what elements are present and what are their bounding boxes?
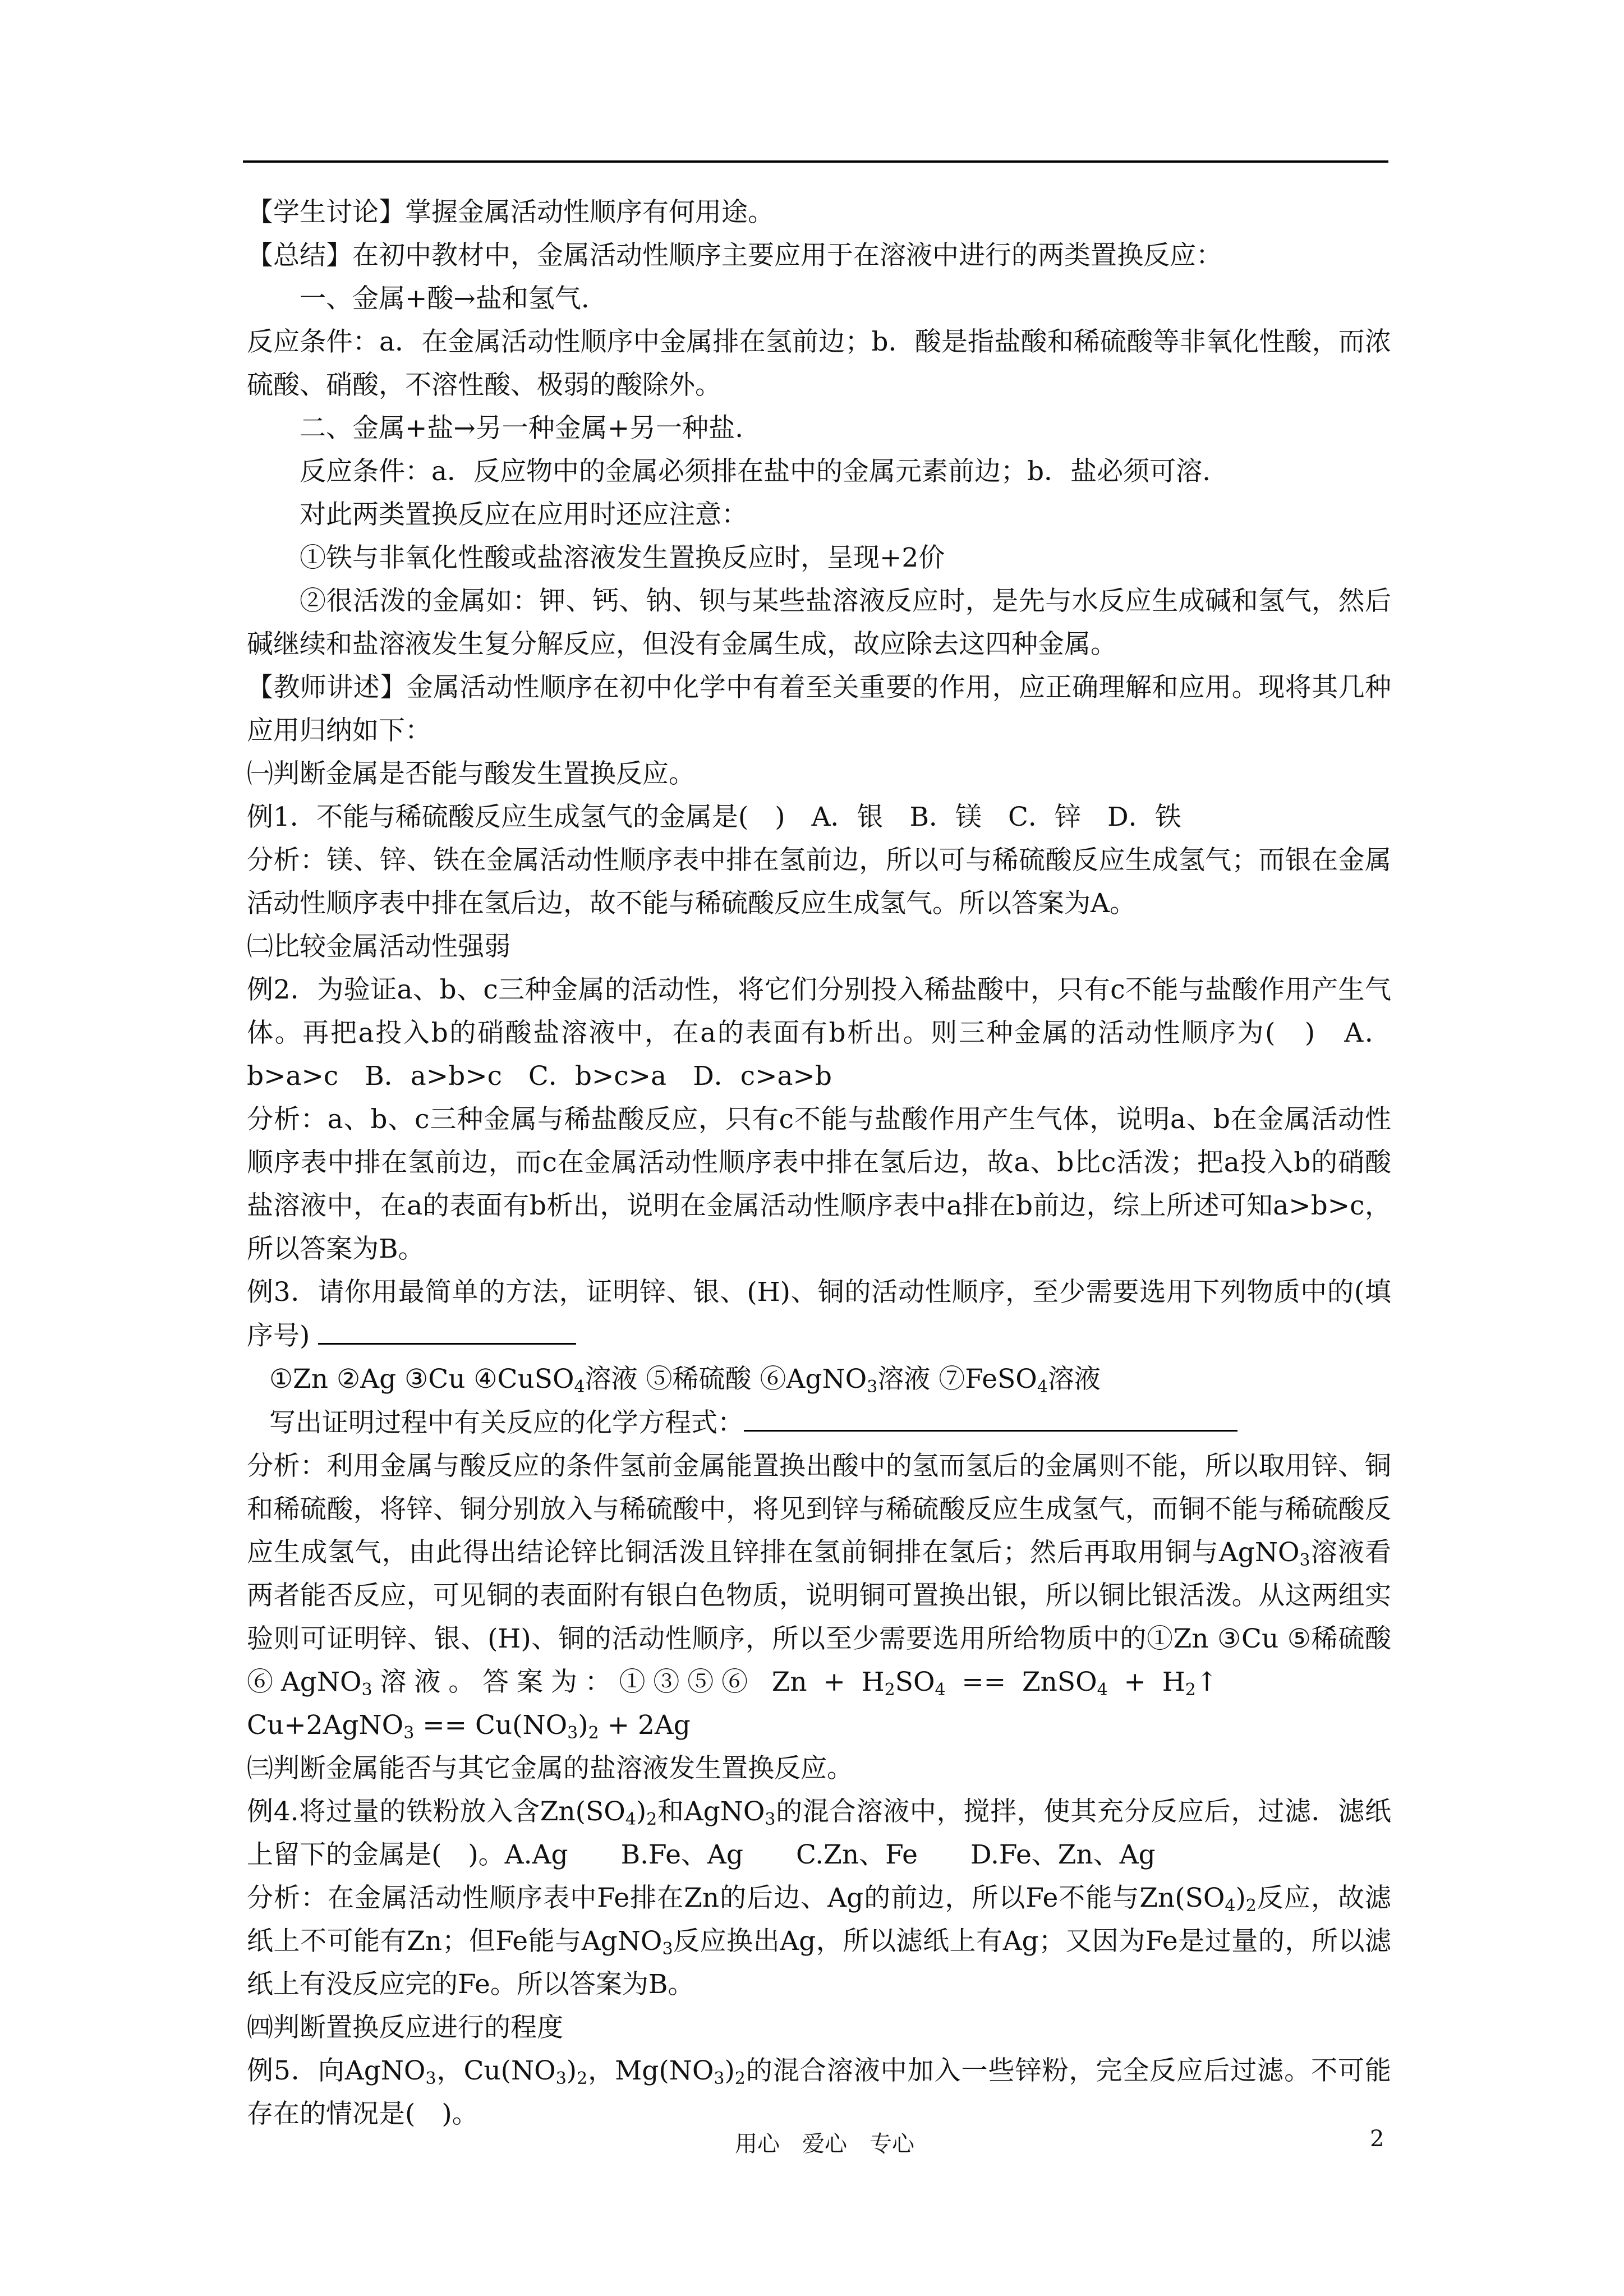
paragraph: 对此两类置换反应在应用时还应注意： (300, 499, 748, 530)
paragraph: 【教师讲述】金属活动性顺序在初中化学中有着至关重要的作用，应正确理解和应用。现将其几种应用归纳如下： (247, 672, 1391, 746)
example-question (247, 2049, 1391, 2136)
option-text: 溶液 (1047, 1364, 1101, 1395)
paragraph: 反应条件：a．在金属活动性顺序中金属排在氢前边；b．酸是指盐酸和稀硫酸等非氧化性酸，而浓硫酸、硝酸，不溶性酸、极弱的酸除外。 (247, 326, 1391, 401)
subscript: 2 (588, 1723, 599, 1743)
footer-motto: 用心 爱心 专心 (735, 2131, 914, 2157)
analysis-text: 分析：利用金属与酸反应的条件氢前金属能置换出酸中的氢而氢后的金属则不能，所以取用锌、铜和稀硫酸，将锌、铜分别放入与稀硫酸中，将见到锌与稀硫酸反应生成氢气，而铜不能与稀硫酸反应生成氢气，由此得出结论锌比铜活泼且锌排在氢前铜排在氢后；然后再取用铜与AgNO (247, 1451, 1391, 1568)
page-number: 2 (1370, 2126, 1384, 2152)
equation-text: Cu+2AgNO (247, 1710, 404, 1741)
subscript: 4 (935, 1680, 946, 1700)
analysis-text: 溶液。答案为：①③⑤⑥ Zn + H (372, 1667, 885, 1697)
analysis (247, 1444, 1391, 1747)
option-text: 溶液 ⑦FeSO (877, 1364, 1037, 1395)
subscript: 3 (1299, 1550, 1310, 1570)
analysis-text: 反应，故滤纸上不可能有Zn；但Fe能与AgNO (247, 1883, 1392, 1957)
question-text: 例5．向AgNO (247, 2055, 426, 2086)
subscript: 2 (734, 2069, 746, 2088)
subscript: 2 (1245, 1896, 1257, 1916)
subscript: 4 (1225, 1896, 1236, 1916)
answer-blank (318, 1314, 576, 1345)
analysis: 分析：镁、锌、铁在金属活动性顺序表中排在氢前边，所以可与稀硫酸反应生成氢气；而银在金属活动性顺序表中排在氢后边，故不能与稀硫酸反应生成氢气。所以答案为A。 (247, 845, 1391, 919)
subscript: 3 (361, 1680, 372, 1700)
analysis-text: == ZnSO (945, 1667, 1097, 1697)
subscript: 2 (1185, 1680, 1196, 1700)
analysis-text: 分析：在金属活动性顺序表中Fe排在Zn的后边、Ag的前边，所以Fe不能与Zn(SO (247, 1883, 1225, 1913)
subscript: 3 (867, 1377, 878, 1397)
subscript: 3 (403, 1723, 415, 1743)
subscript: 3 (567, 1723, 578, 1743)
document-body (247, 191, 1391, 2136)
question-text: 的混合溶液中，搅拌，使其充分反应后，过滤．滤纸上留下的金属是( )。A.Ag B.Fe、Ag C.Zn、Fe D.Fe、Zn、Ag (247, 1796, 1391, 1870)
example-question (247, 1790, 1391, 1876)
analysis-text: ↑ (1195, 1667, 1218, 1697)
example-question: 例1．不能与稀硫酸反应生成氢气的金属是( ) A．银 B．镁 C．锌 D．铁 (247, 802, 1181, 832)
answer-blank (744, 1401, 1237, 1432)
analysis-text: ) (1235, 1883, 1246, 1913)
question-text: ) (566, 2055, 577, 2086)
subscript: 3 (555, 2069, 567, 2088)
section-heading: ㈣判断置换反应进行的程度 (247, 2012, 563, 2043)
analysis-text: SO (895, 1667, 935, 1697)
options-line (247, 1358, 1391, 1401)
option-text: ①Zn ②Ag ③Cu ④CuSO (269, 1364, 574, 1395)
prompt-text: 写出证明过程中有关反应的化学方程式： (269, 1407, 744, 1438)
subscript: 3 (425, 2069, 436, 2088)
header-rule (243, 160, 1388, 163)
equation-text: ) (578, 1710, 588, 1741)
question-text: 的混合溶液中加入一些锌粉，完全反应后过滤。不可能存在的情况是( )。 (247, 2055, 1391, 2129)
analysis: 分析：a、b、c三种金属与稀盐酸反应，只有c不能与盐酸作用产生气体，说明a、b在金属活动性顺序表中排在氢前边，而c在金属活动性顺序表中排在氢后边，故a、b比c活泼；把a投入b的硝酸盐溶液中，在a的表面有b析出，说明在金属活动性顺序表中a排在b前边，综上所述可知a>b>c，所以答案为B。 (247, 1104, 1391, 1264)
subscript: 2 (884, 1680, 895, 1700)
analysis-text: + H (1107, 1667, 1185, 1697)
question-text: 例3．请你用最简单的方法，证明锌、银、(H)、铜的活动性顺序，至少需要选用下列物质中的(填序号) (247, 1277, 1391, 1351)
question-text: ) (636, 1796, 647, 1827)
question-text: ，Cu(NO (436, 2055, 556, 2086)
section-heading: ㈡比较金属活动性强弱 (247, 931, 510, 962)
question-text: 例4.将过量的铁粉放入含Zn(SO (247, 1796, 625, 1827)
paragraph: ②很活泼的金属如：钾、钙、钠、钡与某些盐溶液反应时，是先与水反应生成碱和氢气，然后碱继续和盐溶液发生复分解反应，但没有金属生成，故应除去这四种金属。 (247, 586, 1391, 660)
subscript: 4 (574, 1377, 585, 1397)
paragraph: ①铁与非氧化性酸或盐溶液发生置换反应时，呈现+2价 (300, 542, 945, 573)
question-text: ，Mg(NO (587, 2055, 714, 2086)
subscript: 2 (646, 1810, 657, 1829)
paragraph: 反应条件：a．反应物中的金属必须排在盐中的金属元素前边；b．盐必须可溶. (300, 456, 1211, 487)
subscript: 4 (625, 1810, 636, 1829)
subscript: 3 (714, 2069, 725, 2088)
subscript: 3 (662, 1939, 673, 1959)
example-question (247, 1271, 1391, 1358)
paragraph: 一、金属+酸→盐和氢气. (300, 283, 590, 314)
paragraph: 二、金属+盐→另一种金属+另一种盐. (300, 413, 744, 444)
equation-prompt (247, 1401, 1391, 1444)
example-question: 例2．为验证a、b、c三种金属的活动性，将它们分别投入稀盐酸中，只有c不能与盐酸作用产生气体。再把a投入b的硝酸盐溶液中，在a的表面有b析出。则三种金属的活动性顺序为( ) A．b>a>c B．a>b>c C．b>c>a D．c>a>b (247, 974, 1391, 1092)
question-text: ) (724, 2055, 735, 2086)
paragraph: 【总结】在初中教材中，金属活动性顺序主要应用于在溶液中进行的两类置换反应： (247, 240, 1222, 271)
section-heading: ㈠判断金属是否能与酸发生置换反应。 (247, 758, 695, 789)
analysis (247, 1876, 1391, 2006)
subscript: 3 (765, 1810, 776, 1829)
subscript: 4 (1097, 1680, 1108, 1700)
subscript: 2 (577, 2069, 588, 2088)
equation-text: == Cu(NO (414, 1710, 568, 1741)
option-text: 溶液 ⑤稀硫酸 ⑥AgNO (585, 1364, 867, 1395)
subscript: 4 (1037, 1377, 1048, 1397)
analysis-text: 反应换出Ag，所以滤纸上有Ag；又因为Fe是过量的，所以滤纸上有没反应完的Fe。所以答案为B。 (247, 1926, 1391, 2000)
equation-text: + 2Ag (599, 1710, 691, 1741)
analysis-text: 溶液看两者能否反应，可见铜的表面附有银白色物质，说明铜可置换出银，所以铜比银活泼。从这两组实验则可证明锌、银、(H)、铜的活动性顺序，所以至少需要选用所给物质中的①Zn ③Cu ⑤稀硫酸 ⑥AgNO (247, 1537, 1391, 1697)
paragraph: 【学生讨论】掌握金属活动性顺序有何用途。 (247, 197, 774, 228)
question-text: 和AgNO (657, 1796, 765, 1827)
section-heading: ㈢判断金属能否与其它金属的盐溶液发生置换反应。 (247, 1753, 853, 1784)
